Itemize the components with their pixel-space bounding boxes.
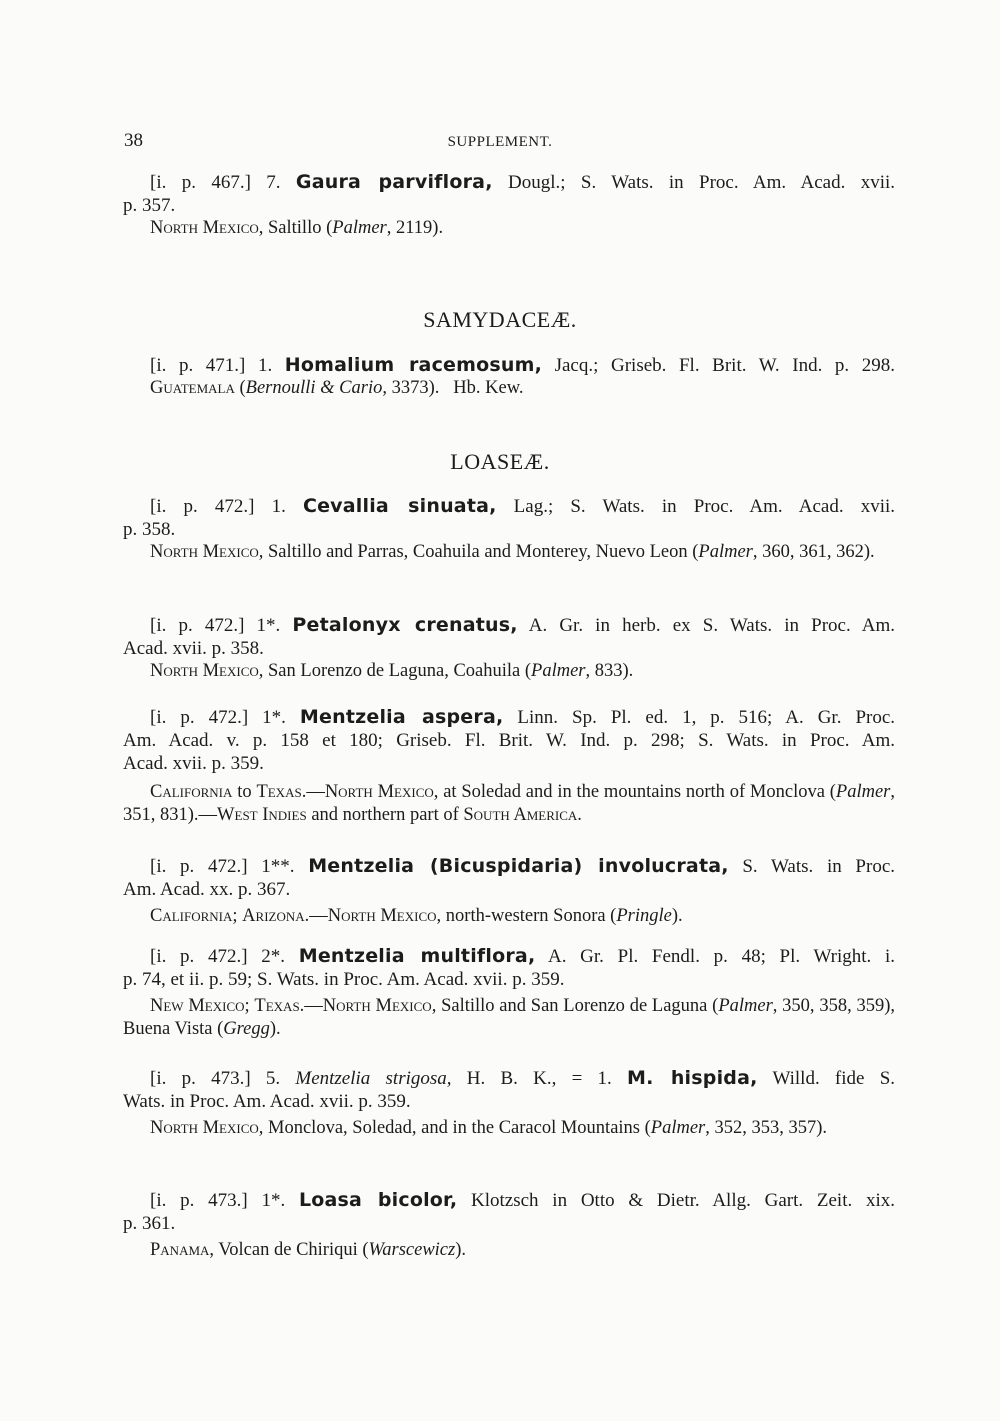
species-entry [123, 495, 895, 564]
synonym-authority: H. B. K., = 1. [466, 1068, 612, 1089]
species-name: Mentzelia aspera, [299, 706, 504, 728]
species-name: Homalium racemosum, [284, 354, 543, 376]
authority: S. Wats. in Proc. [742, 856, 896, 877]
species-name: Cevallia sinuata, [302, 495, 497, 517]
collector: Bernoulli & Cario [245, 378, 383, 398]
entry-number: 1. [271, 496, 286, 517]
entry-number: 1*. [256, 615, 281, 636]
running-head: SUPPLEMENT. [447, 134, 553, 150]
distribution: Panama, Volcan de Chiriqui (Warscewicz). [150, 1240, 467, 1260]
distribution: New Mexico; Texas.—North Mexico, Saltillo and San Lorenzo de Laguna (Palmer, 350, 358, 359), Buena Vista (Gregg). [123, 996, 896, 1039]
family-heading: SAMYDACEÆ. [423, 307, 577, 332]
collector: Palmer [718, 996, 773, 1016]
collector: Palmer [698, 542, 753, 562]
species-entry [123, 706, 895, 827]
entry-number: 1*. [261, 1190, 286, 1211]
page-reference: [i. p. 472.] [150, 946, 248, 967]
distribution: California; Arizona.—North Mexico, north-western Sonora (Pringle). [150, 906, 683, 926]
page-reference: [i. p. 473.] [150, 1190, 248, 1211]
species-entry [123, 1067, 895, 1140]
page-reference: [i. p. 472.] [150, 856, 248, 877]
authority-continuation: p. 74, et ii. p. 59; S. Wats. in Proc. Am. Acad. xvii. p. 359. [123, 969, 565, 990]
authority: Jacq.; Griseb. Fl. Brit. W. Ind. p. 298. [554, 355, 895, 376]
authority-continuation: Acad. xvii. p. 359. [123, 753, 264, 774]
authority-continuation: Wats. in Proc. Am. Acad. xvii. p. 359. [123, 1091, 411, 1112]
authority-continuation: p. 358. [123, 519, 176, 540]
page-reference: [i. p. 472.] [150, 496, 255, 517]
species-entry [123, 171, 895, 240]
authority-continuation: p. 361. [123, 1213, 176, 1234]
family-heading: LOASEÆ. [450, 449, 550, 474]
species-entry [123, 855, 895, 928]
distribution: North Mexico, Monclova, Soledad, and in the Caracol Mountains (Palmer, 352, 353, 357). [150, 1118, 828, 1138]
authority-continuation: Acad. xvii. p. 358. [123, 638, 264, 659]
entry-number: 1**. [261, 856, 295, 877]
authority-continuation: p. 357. [123, 195, 176, 216]
distribution: California to Texas.—North Mexico, at Soledad and in the mountains north of Monclova (Palmer, 351, 831).—West Indies and northern part of South America. [123, 782, 896, 825]
collector: Palmer [531, 661, 586, 681]
species-name: M. hispida, [627, 1067, 758, 1089]
entry-number: 7. [266, 172, 281, 193]
species-entry [123, 614, 895, 683]
species-entry [123, 945, 895, 1041]
page-number: 38 [124, 130, 143, 151]
authority: Klotzsch in Otto & Dietr. Allg. Gart. Zeit. xix. [471, 1190, 895, 1211]
page-reference: [i. p. 467.] [150, 172, 251, 193]
species-name: Mentzelia multiflora, [298, 945, 536, 967]
synonym-name: Mentzelia strigosa, [295, 1068, 452, 1089]
species-name: Gaura parviflora, [295, 171, 493, 193]
collector: Warscewicz [368, 1240, 456, 1260]
collector: Palmer [835, 782, 891, 802]
page-reference: [i. p. 472.] [150, 707, 249, 728]
species-name: Loasa bicolor, [298, 1189, 458, 1211]
species-entry [123, 354, 895, 400]
distribution: North Mexico, Saltillo (Palmer, 2119). [150, 218, 444, 238]
collector: Gregg [223, 1019, 270, 1039]
page-reference: [i. p. 472.] [150, 615, 245, 636]
collector: Palmer [332, 218, 387, 238]
authority: Lag.; S. Wats. in Proc. Am. Acad. xvii. [513, 496, 896, 517]
distribution: North Mexico, San Lorenzo de Laguna, Coahuila (Palmer, 833). [150, 661, 634, 681]
distribution: Guatemala (Bernoulli & Cario, 3373). Hb. Kew. [150, 378, 524, 398]
authority: Dougl.; S. Wats. in Proc. Am. Acad. xvii. [508, 172, 895, 193]
collector: Palmer [650, 1118, 706, 1138]
entry-number: 5. [265, 1068, 281, 1089]
authority: A. Gr. in herb. ex S. Wats. in Proc. Am. [528, 615, 896, 636]
page-reference: [i. p. 471.] [150, 355, 246, 376]
distribution: North Mexico, Saltillo and Parras, Coahuila and Monterey, Nuevo Leon (Palmer, 360, 361, 362). [150, 542, 875, 562]
species-name: Mentzelia (Bicuspidaria) involucrata, [308, 855, 729, 877]
entry-number: 1*. [262, 707, 286, 728]
authority-continuation: Am. Acad. v. p. 158 et 180; Griseb. Fl. Brit. W. Ind. p. 298; S. Wats. in Proc. Am. [123, 730, 895, 751]
entry-number: 2*. [261, 946, 286, 967]
authority: A. Gr. Pl. Fendl. p. 48; Pl. Wright. i. [548, 946, 896, 967]
authority: Linn. Sp. Pl. ed. 1, p. 516; A. Gr. Proc. [517, 707, 896, 728]
species-entry [123, 1189, 895, 1262]
authority-continuation: Am. Acad. xx. p. 367. [123, 879, 291, 900]
authority: Willd. fide S. [772, 1068, 896, 1089]
entry-number: 1. [257, 355, 273, 376]
page-reference: [i. p. 473.] [150, 1068, 251, 1089]
species-name: Petalonyx crenatus, [292, 614, 518, 636]
collector: Pringle [616, 906, 672, 926]
